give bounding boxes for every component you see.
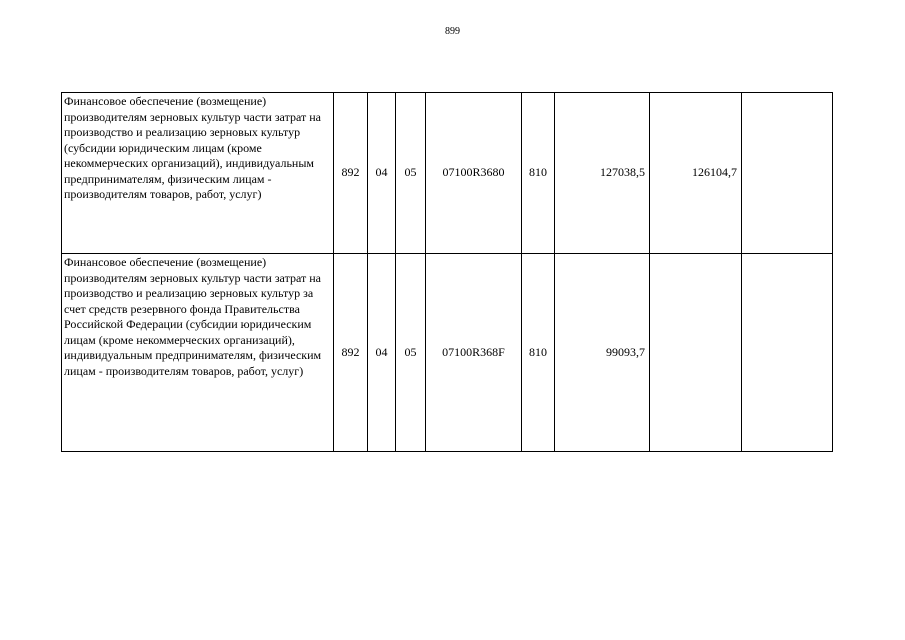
ministry-code-cell: 892 — [334, 254, 368, 452]
amount-2-cell: 126104,7 — [650, 93, 742, 254]
amount-3-cell — [742, 254, 833, 452]
amount-2-cell — [650, 254, 742, 452]
section-code-cell: 04 — [368, 93, 396, 254]
ministry-code-cell: 892 — [334, 93, 368, 254]
subsection-code-cell: 05 — [396, 254, 426, 452]
expense-type-cell: 810 — [522, 254, 555, 452]
budget-table — [61, 92, 833, 452]
description-cell: Финансовое обеспечение (возмещение) производителям зерновых культур части затрат на производство и реализацию зерновых культур за счет средств резервного фонда Правительства Российской Федерации (субсидии юридическим лицам (кроме некоммерческих организаций), индивидуальным предпринимателям, физическим лицам - производителям товаров, работ, услуг) — [62, 254, 334, 452]
table-row — [62, 254, 833, 452]
expense-type-cell: 810 — [522, 93, 555, 254]
subsection-code-cell: 05 — [396, 93, 426, 254]
amount-1-cell: 127038,5 — [555, 93, 650, 254]
amount-3-cell — [742, 93, 833, 254]
amount-1-cell: 99093,7 — [555, 254, 650, 452]
description-cell: Финансовое обеспечение (возмещение) производителям зерновых культур части затрат на производство и реализацию зерновых культур (субсидии юридическим лицам (кроме некоммерческих организаций), индивидуальным предпринимателям, физическим лицам - производителям товаров, работ, услуг) — [62, 93, 334, 254]
section-code-cell: 04 — [368, 254, 396, 452]
target-article-cell: 07100R368F — [426, 254, 522, 452]
page-number: 899 — [445, 26, 460, 37]
table-row — [62, 93, 833, 254]
target-article-cell: 07100R3680 — [426, 93, 522, 254]
